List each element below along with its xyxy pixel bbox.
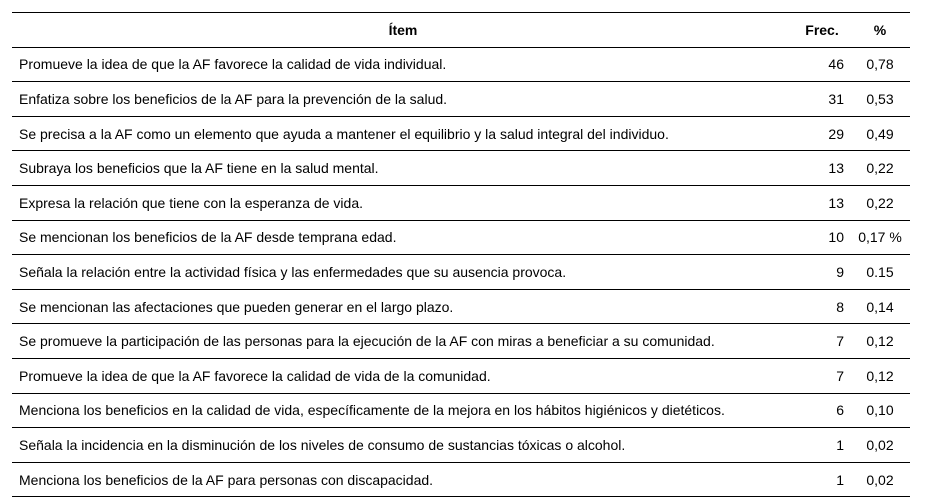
cell-item: Enfatiza sobre los beneficios de la AF para la prevención de la salud. xyxy=(12,82,794,117)
cell-item: Subraya los beneficios que la AF tiene en la salud mental. xyxy=(12,151,794,186)
cell-item: Se mencionan las afectaciones que pueden generar en el largo plazo. xyxy=(12,289,794,324)
cell-freq: 13 xyxy=(794,151,850,186)
cell-freq: 29 xyxy=(794,116,850,151)
table-row xyxy=(12,47,910,82)
cell-freq: 10 xyxy=(794,220,850,255)
cell-freq: 31 xyxy=(794,82,850,117)
cell-percent: 0,17 % xyxy=(850,220,910,255)
cell-percent: 0,49 xyxy=(850,116,910,151)
cell-percent: 0,14 xyxy=(850,289,910,324)
cell-freq: 7 xyxy=(794,324,850,359)
table-row xyxy=(12,185,910,220)
frequency-table xyxy=(12,12,910,497)
cell-item: Se mencionan los beneficios de la AF desde temprana edad. xyxy=(12,220,794,255)
cell-percent: 0,02 xyxy=(850,462,910,497)
cell-percent: 0,12 xyxy=(850,324,910,359)
header-percent: % xyxy=(850,13,910,48)
table-body xyxy=(12,47,910,497)
cell-item: Expresa la relación que tiene con la esperanza de vida. xyxy=(12,185,794,220)
cell-percent: 0,22 xyxy=(850,151,910,186)
cell-freq: 46 xyxy=(794,47,850,82)
cell-percent: 0,78 xyxy=(850,47,910,82)
table-row xyxy=(12,151,910,186)
header-row xyxy=(12,13,910,48)
header-freq: Frec. xyxy=(794,13,850,48)
cell-freq: 1 xyxy=(794,428,850,463)
table-row xyxy=(12,255,910,290)
cell-item: Se precisa a la AF como un elemento que ayuda a mantener el equilibrio y la salud integral del individuo. xyxy=(12,116,794,151)
cell-freq: 9 xyxy=(794,255,850,290)
cell-item: Menciona los beneficios de la AF para personas con discapacidad. xyxy=(12,462,794,497)
cell-item: Señala la relación entre la actividad física y las enfermedades que su ausencia provoca. xyxy=(12,255,794,290)
cell-percent: 0,22 xyxy=(850,185,910,220)
table-row xyxy=(12,358,910,393)
cell-percent: 0,53 xyxy=(850,82,910,117)
cell-freq: 6 xyxy=(794,393,850,428)
table-row xyxy=(12,116,910,151)
header-item: Ítem xyxy=(12,13,794,48)
table-header xyxy=(12,13,910,48)
cell-item: Promueve la idea de que la AF favorece la calidad de vida de la comunidad. xyxy=(12,358,794,393)
table-row xyxy=(12,462,910,497)
cell-item: Señala la incidencia en la disminución de los niveles de consumo de sustancias tóxicas o alcohol. xyxy=(12,428,794,463)
table-row xyxy=(12,289,910,324)
table-row xyxy=(12,82,910,117)
table-row xyxy=(12,220,910,255)
cell-percent: 0,10 xyxy=(850,393,910,428)
table-row xyxy=(12,324,910,359)
cell-freq: 7 xyxy=(794,358,850,393)
table-row xyxy=(12,393,910,428)
cell-item: Se promueve la participación de las personas para la ejecución de la AF con miras a beneficiar a su comunidad. xyxy=(12,324,794,359)
cell-percent: 0,02 xyxy=(850,428,910,463)
cell-item: Promueve la idea de que la AF favorece la calidad de vida individual. xyxy=(12,47,794,82)
cell-freq: 8 xyxy=(794,289,850,324)
table-row xyxy=(12,428,910,463)
cell-item: Menciona los beneficios en la calidad de vida, específicamente de la mejora en los hábitos higiénicos y dietéticos. xyxy=(12,393,794,428)
cell-percent: 0,12 xyxy=(850,358,910,393)
cell-percent: 0.15 xyxy=(850,255,910,290)
cell-freq: 1 xyxy=(794,462,850,497)
cell-freq: 13 xyxy=(794,185,850,220)
